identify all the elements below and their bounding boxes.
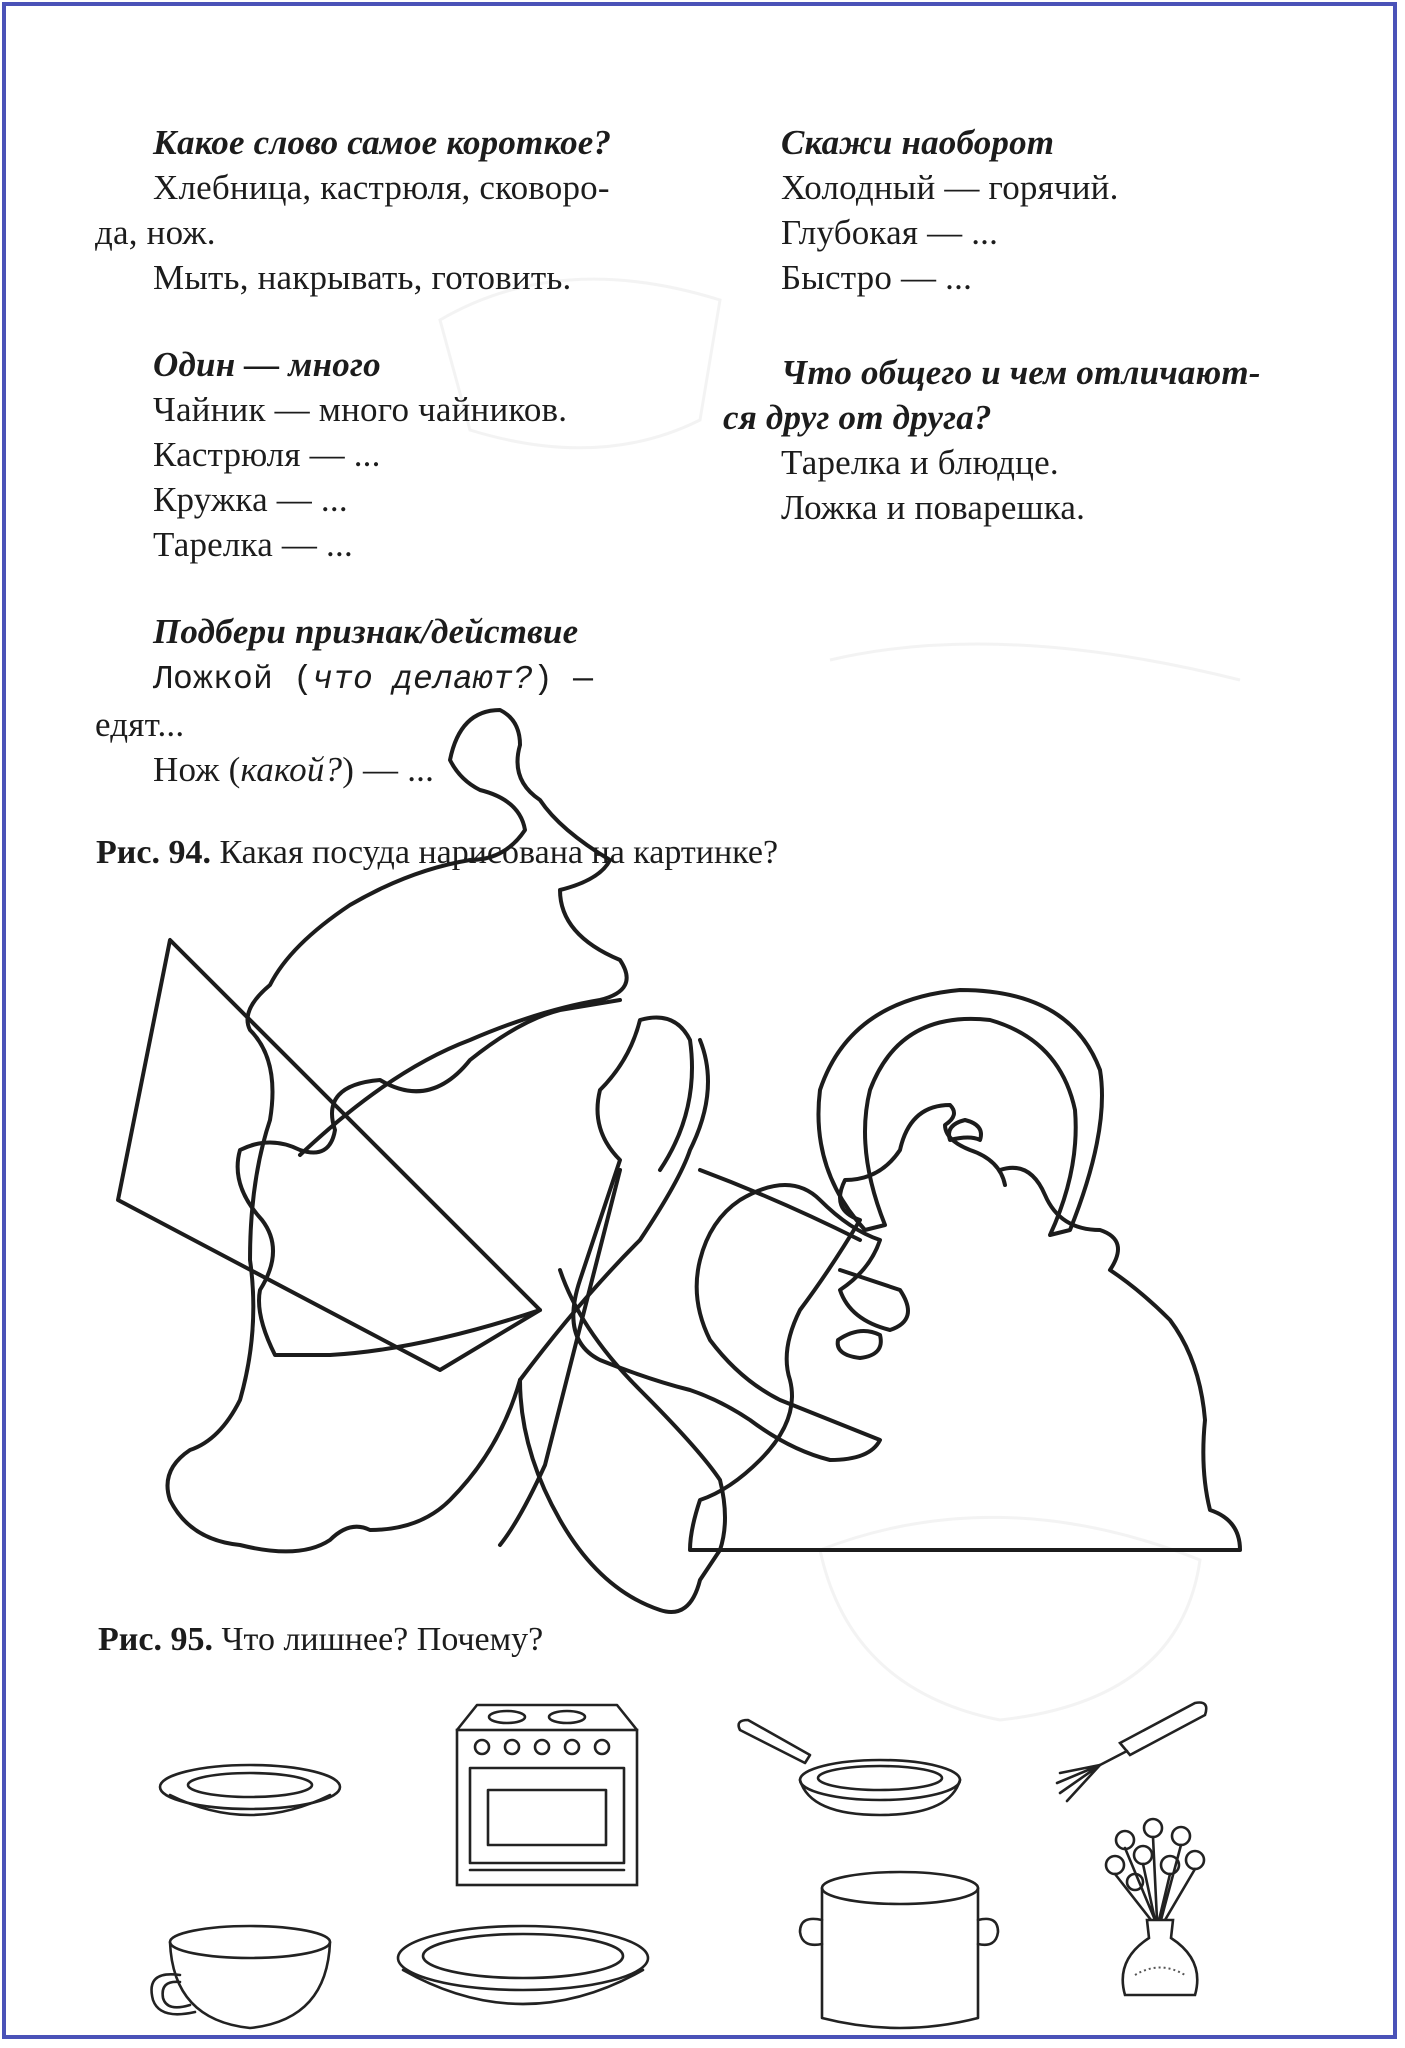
text-line: едят... — [95, 705, 185, 744]
text-line: Тарелка и блюдце. — [781, 443, 1059, 482]
text-line: Чайник — много чайников. — [153, 390, 568, 429]
kettle-handle-outline — [818, 990, 1102, 1235]
crossing-line — [500, 1170, 620, 1545]
figure-94-label: Рис. 94. — [96, 834, 211, 871]
dish-icon — [393, 1918, 653, 2028]
figure-95-text: Что лишнее? Почему? — [212, 1621, 544, 1658]
crossing-line — [700, 1170, 860, 1240]
text-line: Мыть, накрывать, готовить. — [153, 258, 572, 297]
fork-icon — [1045, 1695, 1215, 1805]
text-line: Ложкой (что делают?) — — [153, 661, 594, 698]
knife-outline — [118, 940, 540, 1370]
text-line: Нож (какой?) — ... — [153, 750, 435, 789]
teapot-outline — [168, 710, 709, 1551]
heading-pick-attribute: Подбери признак/действие — [153, 612, 579, 651]
text-line: Ложка и поварешка. — [781, 488, 1086, 527]
figure-95-label: Рис. 95. — [98, 1621, 213, 1658]
kettle-knob-outline — [838, 1331, 881, 1358]
text-line: Хлебница, кастрюля, сковоро- — [153, 168, 610, 207]
pot-icon — [800, 1860, 1000, 2040]
heading-one-many: Один — много — [153, 345, 381, 384]
heading-shortest-word: Какое слово самое короткое? — [153, 123, 612, 162]
flower-vase-icon — [1095, 1810, 1225, 2010]
figure-95-caption — [98, 1620, 543, 1660]
kettle-body-outline — [690, 1105, 1240, 1550]
ladle-outline — [238, 1000, 620, 1355]
text-line: Кружка — ... — [153, 480, 348, 519]
plate-icon — [150, 1755, 350, 1845]
text-line: Холодный — горячий. — [781, 168, 1119, 207]
text-line: Кастрюля — ... — [153, 435, 381, 474]
text-line: Тарелка — ... — [153, 525, 353, 564]
figure-94-text: Какая посуда нарисована на картинке? — [210, 834, 779, 871]
heading-say-opposite: Скажи наоборот — [781, 123, 1055, 162]
frying-pan-icon — [730, 1715, 970, 1845]
text-line: да, нож. — [95, 213, 216, 252]
heading-common-diff-cont: ся друг от друга? — [723, 398, 992, 437]
heading-common-diff: Что общего и чем отличают- — [781, 353, 1261, 392]
text-line: Глубокая — ... — [781, 213, 999, 252]
stove-icon — [452, 1700, 642, 1890]
text-line: Быстро — ... — [781, 258, 973, 297]
cup-icon — [145, 1920, 335, 2040]
kettle-lid-outline — [949, 1120, 981, 1140]
